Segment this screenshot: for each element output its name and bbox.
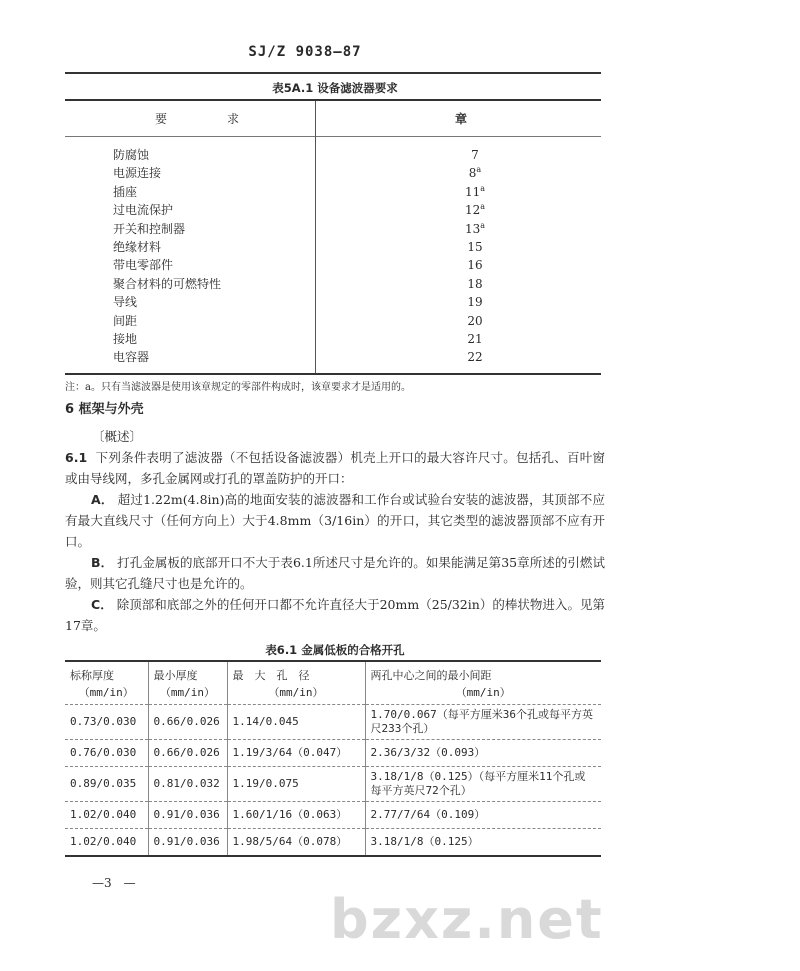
table-row [113, 221, 593, 239]
footnote-mark: a [480, 183, 486, 193]
table-cell: 1.60/1/16（0.063） [227, 802, 365, 829]
chapter-number: 21 [467, 332, 483, 346]
standard-number: SJ/Z 9038—87 [248, 44, 362, 60]
divider [65, 72, 601, 74]
clause-text: 下列条件表明了滤波器（不包括设备滤波器）机壳上开口的最大容许尺寸。包括孔、百叶窗或由导线网，多孔金属网或打孔的罩盖防护的开口： [65, 450, 605, 486]
column-header-chapter: 章 [455, 112, 468, 126]
requirement: 聚合材料的可燃特性 [113, 276, 222, 291]
perforation-table [65, 660, 601, 857]
table-cell: 1.19/3/64（0.047） [227, 740, 365, 767]
table-row [65, 705, 601, 740]
chapter-number: 11 [464, 184, 481, 199]
requirement: 过电流保护 [113, 203, 174, 218]
table-title: 表6.1 金属低板的合格开孔 [265, 643, 405, 657]
table-note: 注：a。只有当滤波器是使用该章规定的零部件构成时，该章要求才是适用的。 [65, 382, 411, 393]
item-label: C． [91, 597, 113, 612]
chapter-number: 22 [467, 350, 483, 365]
table-row [113, 239, 593, 257]
table-row [113, 276, 593, 294]
requirement: 防腐蚀 [113, 148, 150, 162]
table-cell: 1.19/0.075 [227, 767, 365, 802]
item-text: 打孔金属板的底部开口不大于表6.1所述尺寸是允许的。如果能满足第35章所述的引燃试验，则其它孔缝尺寸也是允许的。 [65, 555, 605, 591]
requirement: 绝缘材料 [113, 240, 162, 254]
divider [65, 99, 601, 101]
chapter-number: 13 [464, 221, 481, 236]
table-cell: 1.70/0.067（每平方厘米36个孔或每平方英尺233个孔） [365, 705, 601, 740]
header-label: 两孔中心之间的最小间距 [370, 669, 492, 682]
table-row [113, 165, 593, 183]
table-cell: 3.18/1/8（0.125） [365, 829, 601, 857]
header-label: 标称厚度 [70, 669, 114, 682]
item-label: A． [91, 492, 114, 507]
chapter [455, 349, 495, 365]
chapter [455, 184, 495, 200]
chapter-number: 18 [467, 276, 483, 291]
chapter-number: 15 [467, 240, 483, 254]
paragraph-b [65, 552, 605, 594]
chapter [455, 147, 495, 163]
column-header [227, 661, 365, 705]
column-header [65, 661, 148, 705]
table-row [113, 147, 593, 165]
item-text: 超过1.22m(4.8in)高的地面安装的滤波器和工作台或试验台安装的滤波器，其顶部不应有最大直线尺寸（任何方向上）大于4.8mm（3/16in）的开口，其它类型的滤波器顶部不应有开口。 [65, 492, 605, 549]
table-cell: 0.66/0.026 [148, 705, 227, 740]
table-cell: 1.02/0.040 [65, 829, 148, 857]
chapter [455, 239, 495, 255]
clause-number: 6.1 [65, 450, 88, 465]
item-label: B． [91, 555, 114, 570]
requirement: 接地 [113, 332, 138, 346]
header-label: 最 大 孔 径 [232, 669, 310, 682]
header-unit: （mm/in） [159, 686, 216, 699]
chapter [455, 331, 495, 347]
watermark: bzxz.net [330, 888, 604, 951]
header-unit: （mm/in） [455, 686, 511, 699]
chapter-number: 19 [467, 295, 483, 310]
requirement: 电源连接 [113, 166, 162, 181]
table-row [65, 740, 601, 767]
column-header-requirement: 要 求 [155, 112, 240, 126]
table-cell: 0.91/0.036 [148, 829, 227, 857]
table-cell: 0.81/0.032 [148, 767, 227, 802]
table-cell: 2.77/7/64（0.109） [365, 802, 601, 829]
table-row [65, 767, 601, 802]
table-title: 表5A.1 设备滤波器要求 [272, 81, 398, 95]
paragraph-6-1 [65, 447, 605, 489]
table-row [113, 202, 593, 220]
table-cell: 0.91/0.036 [148, 802, 227, 829]
chapter [455, 221, 495, 237]
section-heading: 6 框架与外壳 [65, 402, 144, 417]
table-cell: 0.66/0.026 [148, 740, 227, 767]
header-unit: （mm/in） [268, 686, 324, 699]
requirement: 开关和控制器 [113, 221, 186, 236]
footnote-mark: a [480, 220, 486, 230]
table-row [65, 802, 601, 829]
requirement: 带电零部件 [113, 258, 174, 273]
table-cell: 3.18/1/8（0.125）（每平方厘米11个孔或每平方英尺72个孔） [365, 767, 601, 802]
table-row [113, 184, 593, 202]
table-row [113, 294, 593, 312]
page-number: —3 — [92, 876, 136, 890]
column-header [365, 661, 601, 705]
chapter-number: 12 [464, 203, 481, 218]
overview-label: 〔概述〕 [92, 429, 143, 444]
chapter [455, 202, 495, 218]
table-cell: 1.98/5/64（0.078） [227, 829, 365, 857]
chapter [455, 165, 495, 181]
table-row [113, 331, 593, 349]
divider [65, 136, 601, 137]
chapter-number: 20 [467, 313, 483, 328]
chapter-number: 7 [471, 148, 479, 162]
requirement: 插座 [113, 184, 138, 199]
table-cell: 2.36/3/32（0.093） [365, 740, 601, 767]
chapter [455, 276, 495, 292]
chapter [455, 313, 495, 329]
table-row [113, 257, 593, 275]
footnote-mark: a [480, 202, 486, 212]
header-unit: （mm/in） [78, 686, 134, 699]
table-cell: 1.14/0.045 [227, 705, 365, 740]
requirement: 间距 [113, 313, 138, 328]
chapter [455, 294, 495, 310]
divider [65, 373, 601, 375]
table-row [113, 349, 593, 367]
column-header [148, 661, 227, 705]
requirement: 电容器 [113, 350, 150, 365]
table-cell: 0.76/0.030 [65, 740, 148, 767]
chapter [455, 257, 495, 273]
section-6 [65, 401, 605, 891]
item-text: 除顶部和底部之外的任何开口都不允许直径大于20mm（25/32in）的棒状物进入。见第17章。 [65, 597, 605, 633]
footnote-mark: a [476, 165, 482, 175]
paragraph-a [65, 489, 605, 552]
table-cell: 0.73/0.030 [65, 705, 148, 740]
chapter-number: 8 [468, 166, 477, 181]
chapter-number: 16 [467, 258, 483, 273]
table-row [65, 829, 601, 857]
header-label: 最小厚度 [153, 669, 198, 682]
table-cell: 1.02/0.040 [65, 802, 148, 829]
paragraph-c [65, 594, 605, 636]
table-row [113, 313, 593, 331]
requirement: 导线 [113, 295, 138, 310]
table-cell: 0.89/0.035 [65, 767, 148, 802]
